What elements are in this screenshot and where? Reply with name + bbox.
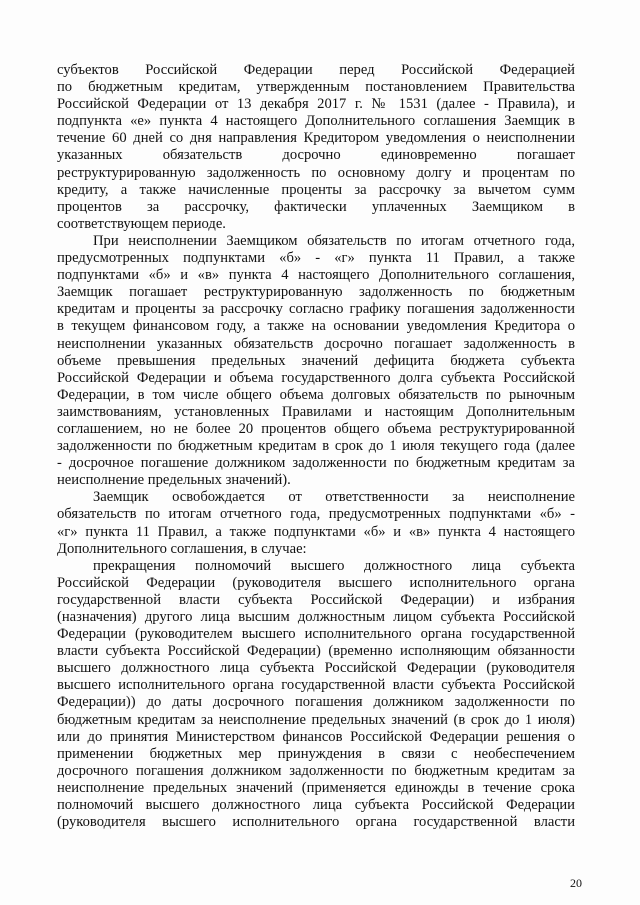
text-line: Федерации)) до даты досрочного погашения должником задолженности по <box>57 694 575 711</box>
text-line: Федерации (руководителем высшего исполнительного органа государственной <box>57 626 575 643</box>
text-line: государственной власти субъекта Российской Федерации) и избрания <box>57 591 575 608</box>
text-line: подпункта «е» пункта 4 настоящего Дополнительного соглашения Заемщик в <box>57 113 575 130</box>
text-line: бюджетным кредитам за неисполнение предельных значений (в срок до 1 июля) <box>57 711 575 728</box>
text-line: При неисполнении Заемщиком обязательств по итогам отчетного года, <box>93 232 575 249</box>
text-line: субъектов Российской Федерации перед Российской Федерацией <box>57 62 575 78</box>
text-line: применении бюджетных мер принуждения в связи с необеспечением <box>57 745 575 762</box>
text-line: Заемщик освобождается от ответственности за неисполнение <box>93 489 575 506</box>
text-line: досрочного погашения должником задолженности по бюджетным кредитам за <box>57 762 575 779</box>
text-line: «г» пункта 11 Правил, а также подпунктами «б» и «в» пункта 4 настоящего <box>57 523 575 540</box>
text-line: по бюджетным кредитам, утвержденным постановлением Правительства <box>57 79 575 96</box>
text-line: указанных обязательств досрочно единовременно погашает <box>57 147 575 164</box>
text-line: соответствующем периоде. <box>57 215 226 232</box>
text-line: кредиту, а также начисленные проценты за рассрочку за вычетом сумм <box>57 181 575 198</box>
text-line: течение 60 дней со дня направления Кредитором уведомления о неисполнении <box>57 130 575 147</box>
text-line: подпунктами «б» и «в» пункта 4 настоящего Дополнительного соглашения, <box>57 267 575 284</box>
text-line: Российской Федерации от 13 декабря 2017 г. № 1531 (далее - Правила), и <box>57 96 575 113</box>
text-line: процентов за рассрочку, фактически уплаченных Заемщиком в <box>57 198 575 215</box>
text-line: Российской Федерации и объема государственного долга субъекта Российской <box>57 369 575 386</box>
text-line: (руководителя высшего исполнительного органа государственной власти <box>57 814 575 831</box>
text-line: неисполнение предельных значений (применяется единожды в течение срока <box>57 779 575 796</box>
text-line: Заемщик погашает реструктурированную задолженность по бюджетным <box>57 284 575 301</box>
text-line: власти субъекта Российской Федерации) (временно исполняющим обязанности <box>57 643 575 660</box>
text-line: Дополнительного соглашения, в случае: <box>57 540 307 557</box>
text-line: или до принятия Министерством финансов Российской Федерации решения о <box>57 728 575 745</box>
text-line: реструктурированную задолженность по основному долгу и процентам по <box>57 164 575 181</box>
text-line: (назначения) другого лица высшим должностным лицом субъекта Российской <box>57 609 575 625</box>
text-line: Российской Федерации (руководителя высшего исполнительного органа <box>57 574 575 591</box>
text-line: полномочий высшего должностного лица субъекта Российской Федерации <box>57 797 575 814</box>
text-line: обязательств по итогам отчетного года, предусмотренных подпунктами «б» - <box>57 506 575 523</box>
text-line: в текущем финансовом году, а также на основании уведомления Кредитора о <box>57 318 575 335</box>
text-line: Федерации, в том числе общего объема долговых обязательств по рыночным <box>57 386 575 403</box>
text-line: соглашением, но не более 20 процентов общего объема реструктурированной <box>57 420 575 437</box>
text-line: неисполнение предельных значений). <box>57 472 291 489</box>
text-line: неисполнении указанных обязательств досрочно погашает задолженность в <box>57 335 575 352</box>
text-line: - досрочное погашение должником задолженности по бюджетным кредитам за <box>57 455 575 472</box>
text-line: объеме превышения предельных значений дефицита бюджета субъекта <box>57 352 575 369</box>
text-line: высшего должностного лица субъекта Российской Федерации (руководителя <box>57 660 575 677</box>
text-line: задолженности по бюджетным кредитам в срок до 1 июля текущего года (далее <box>57 438 575 455</box>
text-line: предусмотренных подпунктами «б» - «г» пункта 11 Правил, а также <box>57 250 575 267</box>
text-line: кредитам и проценты за рассрочку согласно графику погашения задолженности <box>57 301 575 318</box>
page-number: 20 <box>570 876 582 890</box>
document-body <box>57 62 575 831</box>
text-line: прекращения полномочий высшего должностного лица субъекта <box>93 557 575 574</box>
text-line: высшего исполнительного органа государственной власти субъекта Российской <box>57 677 575 694</box>
text-line: заимствованиям, установленных Правилами и настоящим Дополнительным <box>57 403 575 420</box>
